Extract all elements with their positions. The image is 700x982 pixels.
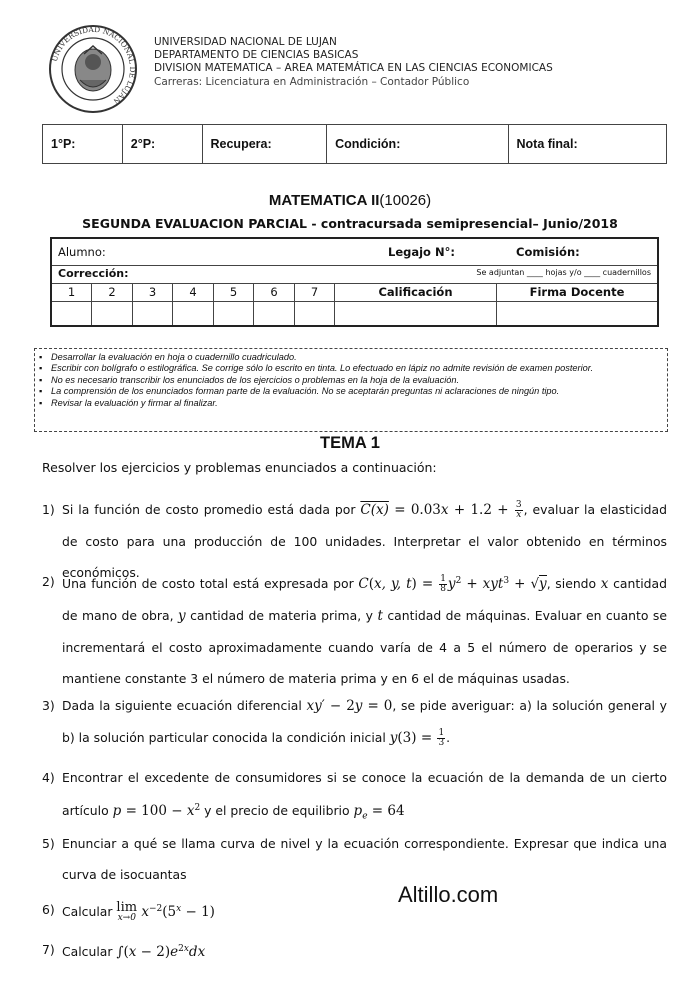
blank-cell: [173, 301, 214, 325]
correction-row: [52, 265, 657, 284]
score-cell-condicion: Condición:: [327, 125, 508, 163]
department-name: DEPARTAMENTO DE CIENCIAS BASICAS: [154, 49, 359, 62]
col-2: 2: [92, 283, 133, 301]
instruction-item: ▪ No es necesario transcribir los enunciados de los ejercicios o problemas en la hoja de la evaluación.: [39, 375, 663, 386]
exam-subtitle: SEGUNDA EVALUACION PARCIAL - contracursada semipresencial– Junio/2018: [82, 216, 618, 231]
instruction-item: ▪ Escribir con bolígrafo o estilográfica. Se corrige sólo lo escrito en tinta. Lo efectuado en lápiz no admite revisión de examen posterior.: [39, 363, 663, 374]
blank-cell: [335, 301, 497, 325]
question-7: 7) Calcular $\int(x - 2)e^{2x}dx$: [42, 942, 206, 961]
question-3: 3) Dada la siguiente ecuación diferencial xy′ − 2y = 0, se pide averiguar: a) la solución general y b) la solución particular conocida la condición inicial y(3) = $\frac{1}{3}$ .: [42, 698, 667, 748]
blank-cell: [52, 301, 92, 325]
instruction-item: ▪ La comprensión de los enunciados forman parte de la evaluación. No se aceptarán preguntas ni aclaraciones de ningún tipo.: [39, 386, 663, 397]
col-firma-docente: Firma Docente: [529, 285, 625, 299]
score-cell-1p: 1°P:: [43, 125, 123, 163]
instruction-item: ▪ Revisar la evaluación y firmar al finalizar.: [39, 398, 663, 409]
col-3: 3: [133, 283, 173, 301]
student-info-box: [50, 237, 659, 327]
legajo-label: Legajo N°:: [388, 245, 455, 259]
intro-text: Resolver los ejercicios y problemas enunciados a continuación:: [42, 460, 437, 475]
blank-cell: [254, 301, 295, 325]
blank-cell: [497, 301, 657, 325]
col-6: 6: [254, 283, 295, 301]
university-seal-logo: [48, 24, 138, 114]
question-2: 2) Una función de costo total está expresada por C(x, y, t) = $\frac{1}{8}$ $y^2 + xyt^3 + √y$, siendo x cantidad de mano de obra, y cantidad de materia prima, y t cantidad de máquinas. Evaluar en cuanto se incrementará el costo aproximadamente cuando varía de 4 a 5 el número de operarios y se mantiene constante 3 el número de materia prima y en 6 el de máquinas usadas.: [42, 574, 668, 687]
col-5: 5: [214, 283, 254, 301]
alumno-label: Alumno:: [58, 245, 106, 259]
col-7: 7: [295, 283, 335, 301]
col-calificacion: Calificación: [335, 283, 497, 301]
question-6: 6) Calcular lim x→0 $x^{-2}(5^x - 1)$: [42, 899, 215, 923]
score-cell-nota-final: Nota final:: [516, 137, 578, 151]
question-4: 4) Encontrar el excedente de consumidores si se conoce la ecuación de la demanda de un cierto artículo $p = 100 - x^2$ y el precio de equilibrio $p_e = 64$: [42, 770, 667, 822]
adjuntan-note: Se adjuntan ____ hojas y/o ____ cuadernillos: [476, 268, 651, 277]
comision-label: Comisión:: [516, 245, 580, 259]
correccion-label: Corrección:: [58, 267, 129, 280]
score-cell-recupera: Recupera:: [203, 125, 328, 163]
blank-cell: [214, 301, 254, 325]
instruction-item: ▪ Desarrollar la evaluación en hoja o cuadernillo cuadriculado.: [39, 352, 663, 363]
student-row: [52, 239, 657, 266]
score-table: [42, 124, 667, 164]
blank-cell: [133, 301, 173, 325]
exam-title: MATEMATICA II(10026): [268, 192, 432, 209]
question-1: 1) Si la función de costo promedio está dada por C(x) = 0.03x + 1.2 + $\frac{3}{x}$ , evaluar la elasticidad de costo para una producción de 100 unidades. Interpretar el valor obtenido en términos económicos.: [42, 500, 667, 580]
score-cell-2p: 2°P:: [123, 125, 203, 163]
grading-header-row: [52, 283, 657, 302]
blank-cell: [92, 301, 133, 325]
grading-blank-row: [52, 301, 657, 325]
instructions-box: [34, 348, 668, 432]
university-name: UNIVERSIDAD NACIONAL DE LUJAN: [154, 36, 337, 48]
institution-header: [154, 36, 553, 89]
svg-text:UNIVERSIDAD NACIONAL DE LUJAN: UNIVERSIDAD NACIONAL DE LUJAN: [49, 24, 138, 106]
col-4: 4: [173, 283, 214, 301]
altillo-watermark: Altillo.com: [398, 882, 499, 907]
question-5: 5) Enunciar a qué se llama curva de nivel y la ecuación correspondiente. Expresar que indica una curva de isocuantas: [42, 836, 667, 882]
col-1: 1: [52, 283, 92, 301]
blank-cell: [295, 301, 335, 325]
careers-line: Carreras: Licenciatura en Administración – Contador Público: [154, 75, 470, 88]
division-name: DIVISION MATEMATICA – AREA MATEMÁTICA EN LAS CIENCIAS ECONOMICAS: [154, 62, 553, 75]
tema-heading: TEMA 1: [320, 434, 380, 452]
